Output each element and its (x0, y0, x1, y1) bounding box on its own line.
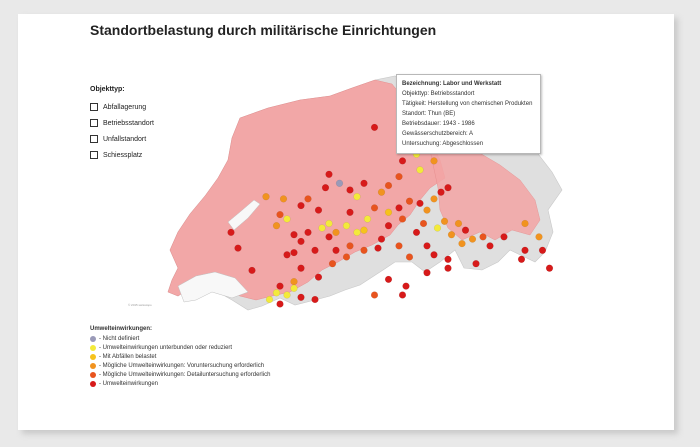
site-marker[interactable] (431, 251, 438, 258)
site-marker[interactable] (312, 247, 319, 254)
site-marker[interactable] (315, 207, 322, 214)
site-marker[interactable] (326, 234, 333, 241)
site-marker[interactable] (319, 225, 326, 232)
filter-label: Abfallagerung (103, 103, 147, 111)
site-marker[interactable] (361, 180, 368, 187)
checkbox-unfallstandort[interactable] (90, 135, 98, 143)
site-marker[interactable] (459, 240, 466, 247)
site-marker[interactable] (417, 167, 424, 174)
legend-label: - Nicht definiert (99, 335, 140, 342)
site-marker[interactable] (291, 278, 298, 285)
site-marker[interactable] (228, 229, 235, 236)
site-marker[interactable] (431, 158, 438, 165)
site-marker[interactable] (399, 216, 406, 223)
site-marker[interactable] (277, 211, 284, 218)
legend-heading: Umwelteinwirkungen: (90, 326, 153, 332)
site-marker[interactable] (424, 269, 431, 276)
legend-item (90, 370, 270, 379)
site-marker[interactable] (473, 260, 480, 267)
site-marker[interactable] (424, 243, 431, 250)
site-marker[interactable] (235, 245, 242, 252)
site-marker[interactable] (343, 222, 350, 229)
map-credit: © 2015 swisstopo (128, 303, 152, 307)
site-marker[interactable] (406, 198, 413, 205)
site-marker[interactable] (434, 225, 441, 232)
filter-option-betriebsstandort[interactable] (90, 115, 154, 131)
site-marker[interactable] (385, 222, 392, 229)
filter-option-unfallstandort[interactable] (90, 131, 154, 147)
site-marker[interactable] (403, 283, 410, 290)
site-marker[interactable] (277, 283, 284, 290)
site-marker[interactable] (445, 184, 452, 191)
legend-dot-icon (90, 354, 96, 360)
site-marker[interactable] (354, 229, 361, 236)
legend-label: - Mit Abfällen belastet (99, 353, 157, 360)
site-info-tooltip (396, 74, 541, 154)
site-marker[interactable] (371, 292, 378, 299)
site-marker[interactable] (354, 193, 361, 200)
site-marker[interactable] (347, 243, 354, 250)
site-marker[interactable] (424, 207, 431, 214)
site-marker[interactable] (438, 189, 445, 196)
legend-item (90, 352, 270, 361)
site-marker[interactable] (361, 227, 368, 234)
site-marker[interactable] (417, 200, 424, 207)
site-marker[interactable] (298, 202, 305, 209)
site-marker[interactable] (273, 289, 280, 296)
site-marker[interactable] (399, 292, 406, 299)
site-marker[interactable] (431, 196, 438, 203)
filter-label: Schiessplatz (103, 151, 143, 159)
site-marker[interactable] (469, 236, 476, 243)
site-marker[interactable] (378, 236, 385, 243)
legend-item (90, 334, 270, 343)
tooltip-line: Tätigkeit: Herstellung von chemischen Produkten (402, 101, 533, 107)
tooltip-line: Untersuchung: Abgeschlossen (402, 141, 484, 147)
object-type-filter (90, 86, 154, 163)
site-marker[interactable] (406, 254, 413, 261)
site-marker[interactable] (445, 256, 452, 263)
tooltip-line: Objekttyp: Betriebsstandort (402, 91, 475, 97)
checkbox-schiessplatz[interactable] (90, 151, 98, 159)
site-marker[interactable] (445, 265, 452, 272)
site-marker[interactable] (364, 216, 371, 223)
site-marker[interactable] (347, 209, 354, 216)
filter-label: Unfallstandort (103, 135, 147, 143)
legend-dot-icon (90, 345, 96, 351)
legend-dot-icon (90, 372, 96, 378)
site-marker[interactable] (375, 245, 382, 252)
legend-item (90, 343, 270, 352)
site-marker[interactable] (396, 205, 403, 212)
site-marker[interactable] (448, 231, 455, 238)
legend-dot-icon (90, 336, 96, 342)
site-marker[interactable] (441, 218, 448, 225)
site-marker[interactable] (487, 243, 494, 250)
site-marker[interactable] (385, 182, 392, 189)
filter-option-schiessplatz[interactable] (90, 147, 154, 163)
site-marker[interactable] (329, 260, 336, 267)
site-marker[interactable] (326, 171, 333, 178)
page-title: Standortbelastung durch militärische Einrichtungen (90, 22, 437, 38)
site-marker[interactable] (336, 180, 343, 187)
legend-label: - Mögliche Umwelteinwirkungen: Voruntersuchung erforderlich (99, 362, 265, 369)
legend (90, 326, 270, 388)
site-marker[interactable] (305, 229, 312, 236)
site-marker[interactable] (322, 184, 329, 191)
site-marker[interactable] (273, 222, 280, 229)
checkbox-betriebsstandort[interactable] (90, 119, 98, 127)
legend-dot-icon (90, 363, 96, 369)
site-marker[interactable] (315, 274, 322, 281)
object-type-heading: Objekttyp: (90, 86, 125, 93)
tooltip-line: Betriebsdauer: 1943 - 1986 (402, 121, 475, 127)
site-marker[interactable] (284, 292, 291, 299)
site-marker[interactable] (312, 296, 319, 303)
site-marker[interactable] (266, 296, 273, 303)
legend-item (90, 379, 270, 388)
site-marker[interactable] (326, 220, 333, 227)
tooltip-line: Gewässerschutzbereich: A (402, 131, 474, 137)
filter-option-abfallagerung[interactable] (90, 99, 154, 115)
legend-label: - Umwelteinwirkungen (99, 380, 159, 387)
site-marker[interactable] (455, 220, 462, 227)
site-marker[interactable] (413, 229, 420, 236)
site-marker[interactable] (536, 234, 543, 241)
site-marker[interactable] (385, 209, 392, 216)
site-marker[interactable] (371, 205, 378, 212)
site-marker[interactable] (518, 256, 525, 263)
site-marker[interactable] (298, 238, 305, 245)
site-marker[interactable] (291, 249, 298, 256)
filter-label: Betriebsstandort (103, 119, 154, 127)
site-marker[interactable] (396, 243, 403, 250)
site-marker[interactable] (361, 247, 368, 254)
site-marker[interactable] (298, 294, 305, 301)
site-marker[interactable] (298, 265, 305, 272)
legend-item (90, 361, 270, 370)
site-marker[interactable] (284, 216, 291, 223)
site-marker[interactable] (249, 267, 256, 274)
site-marker[interactable] (277, 301, 284, 308)
site-marker[interactable] (280, 196, 287, 203)
site-marker[interactable] (396, 173, 403, 180)
site-marker[interactable] (291, 231, 298, 238)
site-marker[interactable] (347, 187, 354, 194)
site-marker[interactable] (305, 196, 312, 203)
checkbox-abfallagerung[interactable] (90, 103, 98, 111)
site-marker[interactable] (284, 251, 291, 258)
site-marker[interactable] (501, 234, 508, 241)
tooltip-line: Standort: Thun (BE) (402, 111, 456, 117)
site-marker[interactable] (420, 220, 427, 227)
site-marker[interactable] (333, 229, 340, 236)
site-marker[interactable] (378, 189, 385, 196)
site-marker[interactable] (385, 276, 392, 283)
site-marker[interactable] (462, 227, 469, 234)
site-marker[interactable] (263, 193, 270, 200)
site-marker[interactable] (399, 158, 406, 165)
site-marker[interactable] (333, 247, 340, 254)
site-marker[interactable] (343, 254, 350, 261)
site-marker[interactable] (522, 220, 529, 227)
legend-label: - Mögliche Umwelteinwirkungen: Detailuntersuchung erforderlich (99, 371, 271, 378)
site-marker[interactable] (371, 124, 378, 131)
site-marker[interactable] (539, 247, 546, 254)
site-marker[interactable] (480, 234, 487, 241)
site-marker[interactable] (546, 265, 553, 272)
legend-dot-icon (90, 381, 96, 387)
tooltip-heading: Bezeichnung: Labor und Werkstatt (402, 81, 502, 87)
site-marker[interactable] (522, 247, 529, 254)
legend-label: - Umwelteinwirkungen unterbunden oder reduziert (99, 344, 233, 351)
site-marker[interactable] (291, 285, 298, 292)
